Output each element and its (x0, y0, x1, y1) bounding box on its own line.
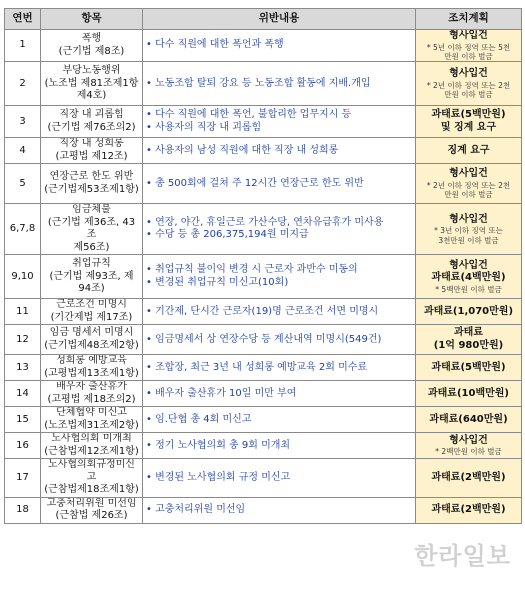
action-note: * 5백만원 이하 벌금 (435, 284, 502, 294)
row-item (41, 459, 143, 498)
row-item (41, 164, 143, 204)
row-number: 4 (5, 138, 41, 164)
row-number: 11 (5, 299, 41, 325)
table-row (5, 138, 522, 164)
table-row (5, 255, 522, 299)
violation-line: • 고충처리위원 미선임 (146, 504, 412, 517)
action-secondary: (1억 980만원) (433, 339, 504, 351)
item-line: 직장 내 성희롱 (59, 138, 124, 150)
violation-line: • 총 500회에 걸쳐 주 12시간 연장근로 한도 위반 (146, 178, 412, 191)
row-violation (143, 62, 416, 106)
violations-table (4, 8, 522, 524)
table-row (5, 433, 522, 459)
table-row (5, 497, 522, 523)
action-note: * 2백만원 이하 벌금 (435, 447, 502, 457)
row-number: 12 (5, 325, 41, 355)
row-item (41, 106, 143, 138)
table-row (5, 164, 522, 204)
violation-line: • 배우자 출산휴가 10일 미만 부여 (146, 388, 412, 401)
item-line: 임금체불 (72, 204, 111, 216)
violation-line: • 다수 직원에 대한 폭언, 불합리한 업무지시 등 (146, 109, 412, 122)
row-violation (143, 255, 416, 299)
row-violation (143, 407, 416, 433)
row-item (41, 355, 143, 381)
action-main: 형사입건 (449, 168, 488, 180)
row-number: 1 (5, 30, 41, 62)
row-item (41, 204, 143, 255)
header-item: 항목 (41, 9, 143, 30)
violation-line: • 조합장, 최근 3년 내 성희롱 예방교육 2회 미수료 (146, 362, 412, 375)
table-row (5, 30, 522, 62)
row-action (416, 299, 522, 325)
action-main: 과태료(5백만원) (431, 109, 506, 121)
row-item (41, 138, 143, 164)
action-main: 형사입건 (449, 30, 488, 41)
row-item (41, 433, 143, 459)
item-line: (근기법 제93조, 제 (49, 270, 134, 282)
item-line: 제4호) (76, 90, 107, 101)
action-note: * 2년 이하 징역 또는 2천 (426, 180, 511, 190)
row-item (41, 381, 143, 407)
watermark-logo: 한라일보 (414, 541, 511, 570)
action-note: 만원 이하 벌금 (444, 90, 493, 99)
action-secondary: 및 징계 요구 (440, 121, 497, 133)
action-main: 과태료(1,070만원) (423, 305, 514, 317)
action-main: 과태료(2백만원) (431, 471, 506, 483)
row-action (416, 407, 522, 433)
action-main: 과태료(640만원) (429, 413, 508, 425)
row-action (416, 459, 522, 498)
item-line: 노사협의회규정미신고 (48, 459, 135, 483)
row-item (41, 497, 143, 523)
row-number: 3 (5, 106, 41, 138)
table-row (5, 62, 522, 106)
row-item (41, 30, 143, 62)
table-row (5, 355, 522, 381)
action-note: * 2년 이하 징역 또는 2천 (426, 80, 511, 90)
item-line: 취업규칙 (72, 258, 111, 269)
item-line: 근로조건 미명시 (56, 299, 127, 311)
action-main: 형사입건 (449, 434, 488, 446)
row-violation (143, 164, 416, 204)
item-line: (노조법 제81조제1항 (44, 77, 139, 89)
item-line: 94조) (78, 283, 105, 294)
row-item (41, 62, 143, 106)
action-main: 형사입건 (449, 213, 488, 225)
item-line: (근기법제48조제2항) (44, 339, 139, 351)
row-violation (143, 325, 416, 355)
row-action (416, 355, 522, 381)
row-action (416, 204, 522, 255)
violation-line: • 수당 등 총 206,375,194원 미지급 (146, 229, 412, 242)
action-note: * 3년 이하 징역 또는 (434, 226, 503, 236)
row-item (41, 325, 143, 355)
item-line: (근기법 제8조) (58, 45, 125, 57)
item-line: (근기법 제36조, 43조 (47, 216, 136, 241)
item-line: 단체협약 미신고 (56, 407, 127, 419)
item-line: 폭행 (81, 33, 102, 45)
row-item (41, 407, 143, 433)
header-action: 조치계획 (416, 9, 522, 30)
item-line: (노조법제31조제2항) (44, 419, 139, 431)
item-line: 배우자 출산휴가 (56, 381, 127, 393)
table-row (5, 407, 522, 433)
item-line: (근기법제53조제1항) (44, 183, 139, 195)
row-number: 15 (5, 407, 41, 433)
action-main: 과태료(10백만원) (427, 387, 510, 399)
action-main: 과태료(2백만원) (431, 504, 506, 515)
violation-line: • 변경된 노사협의회 규정 미신고 (146, 472, 412, 485)
violation-line: • 노동조합 탈퇴 강요 등 노동조합 활동에 지배.개입 (146, 78, 412, 91)
item-line: 성희롱 예방교육 (56, 355, 127, 367)
action-note: 3천만원 이하 벌금 (438, 235, 499, 245)
row-action (416, 138, 522, 164)
row-action (416, 164, 522, 204)
violation-line: • 임.단협 총 4회 미신고 (146, 414, 412, 427)
table-header-row (5, 9, 522, 30)
table-row (5, 299, 522, 325)
row-action (416, 381, 522, 407)
action-note: * 5년 이하 징역 또는 5천 (426, 42, 511, 52)
row-number: 9,10 (5, 255, 41, 299)
row-number: 5 (5, 164, 41, 204)
item-line: 연장근로 한도 위반 (49, 171, 134, 183)
row-number: 14 (5, 381, 41, 407)
item-line: (근기법 제76조의2) (47, 121, 136, 133)
item-line: 부당노동행위 (62, 65, 121, 76)
row-number: 18 (5, 497, 41, 523)
row-action (416, 325, 522, 355)
item-line: (근참법제12조제1항) (44, 445, 139, 457)
violation-line: • 사용자의 남성 직원에 대한 직장 내 성희롱 (146, 145, 412, 158)
header-no: 연번 (5, 9, 41, 30)
violation-line: • 변경된 취업규칙 미신고(10회) (146, 277, 412, 290)
row-number: 2 (5, 62, 41, 106)
action-secondary: 과태료(4백만원) (431, 272, 506, 284)
item-line: (기간제법 제17조) (50, 311, 133, 323)
row-action (416, 106, 522, 138)
violation-line: • 정기 노사협의회 총 9회 미개최 (146, 440, 412, 453)
table-row (5, 204, 522, 255)
violation-line: • 사용자의 직장 내 괴롭힘 (146, 122, 412, 135)
action-main: 형사입건 (449, 259, 488, 271)
row-violation (143, 355, 416, 381)
row-item (41, 299, 143, 325)
violation-line: • 임금명세서 상 연장수당 등 계산내역 미명시(549건) (146, 334, 412, 347)
item-line: (고평법제13조제1항) (44, 367, 139, 379)
item-line: 직장 내 괴롭힘 (59, 109, 124, 121)
item-line: 노사협의회 미개최 (51, 433, 132, 445)
item-line: (고평법 제12조) (55, 150, 128, 162)
row-violation (143, 433, 416, 459)
row-action (416, 30, 522, 62)
row-action (416, 255, 522, 299)
row-violation (143, 30, 416, 62)
row-action (416, 497, 522, 523)
violation-line: • 다수 직원에 대한 폭언과 폭행 (146, 39, 412, 52)
action-note: 만원 이하 벌금 (444, 51, 493, 61)
action-main: 형사입건 (449, 68, 488, 80)
header-violation: 위반내용 (143, 9, 416, 30)
item-line: 제56조) (73, 241, 110, 253)
item-line: (근참법 제26조) (55, 510, 128, 522)
table-row (5, 325, 522, 355)
row-violation (143, 106, 416, 138)
row-item (41, 255, 143, 299)
row-number: 6,7,8 (5, 204, 41, 255)
item-line: (근참법제18조제1항) (44, 484, 139, 496)
row-action (416, 62, 522, 106)
table-row (5, 106, 522, 138)
row-number: 16 (5, 433, 41, 459)
row-action (416, 433, 522, 459)
action-main: 징계 요구 (447, 144, 490, 156)
row-violation (143, 381, 416, 407)
row-number: 17 (5, 459, 41, 498)
item-line: 고충처리위원 미선임 (46, 497, 137, 509)
row-number: 13 (5, 355, 41, 381)
item-line: (고평법 제18조의2) (47, 393, 136, 405)
table-row (5, 459, 522, 498)
row-violation (143, 204, 416, 255)
violation-line: • 연장, 야간, 휴일근로 가산수당, 연차유급휴가 미사용 (146, 217, 412, 230)
violation-line: • 취업규칙 불이익 변경 시 근로자 과반수 미동의 (146, 264, 412, 277)
action-main: 과태료 (454, 327, 483, 339)
action-main: 과태료(5백만원) (431, 361, 506, 373)
item-line: 임금 명세서 미명시 (49, 327, 134, 339)
table-row (5, 381, 522, 407)
row-violation (143, 138, 416, 164)
row-violation (143, 299, 416, 325)
row-violation (143, 497, 416, 523)
row-violation (143, 459, 416, 498)
action-note: 만원 이하 벌금 (444, 190, 493, 199)
violation-line: • 기간제, 단시간 근로자(19)명 근로조건 서면 미명시 (146, 306, 412, 319)
